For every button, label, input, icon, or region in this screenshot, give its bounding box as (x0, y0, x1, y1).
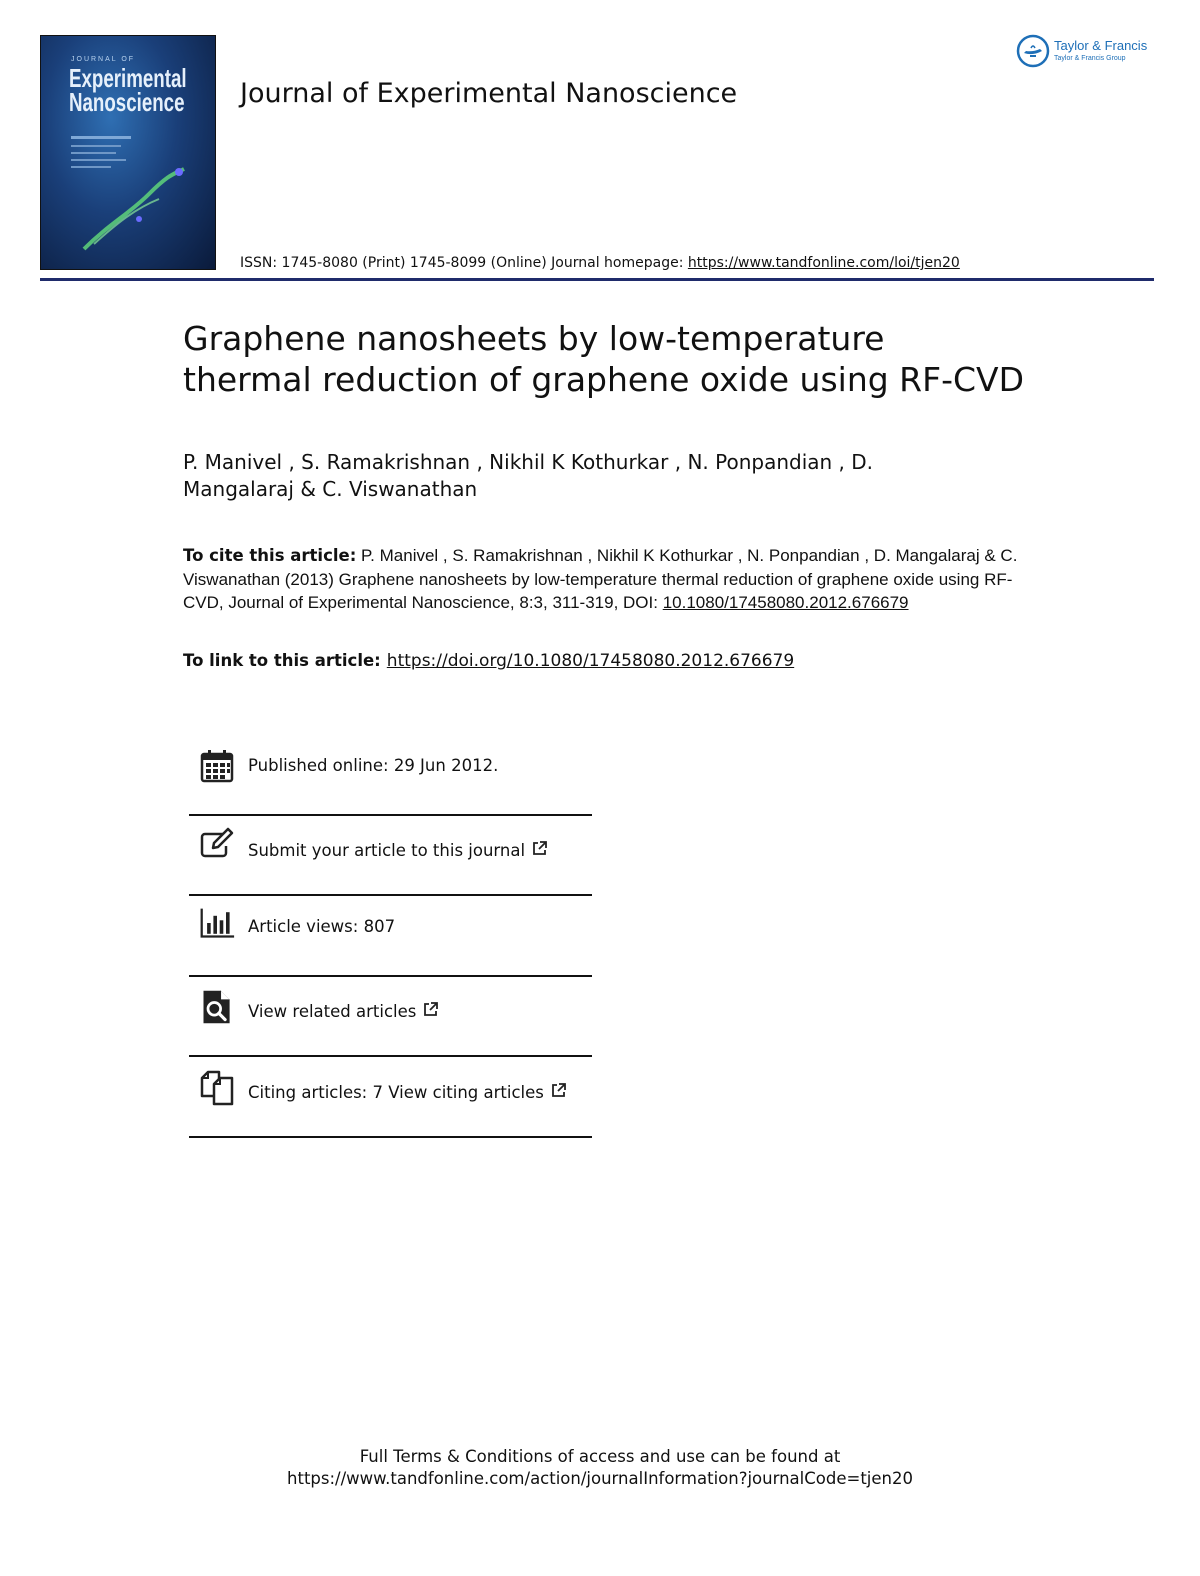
citing-articles-item[interactable] (189, 1058, 592, 1138)
calendar-icon (199, 748, 235, 784)
authors-line2: Mangalaraj & C. Viswanathan (183, 477, 478, 501)
article-views-item (189, 897, 592, 977)
view-related-articles-link[interactable] (248, 1001, 439, 1021)
journal-homepage-link[interactable]: https://www.tandfonline.com/loi/tjen20 (687, 255, 960, 271)
article-title (183, 318, 1083, 400)
authors-line1: P. Manivel , S. Ramakrishnan , Nikhil K Kothurkar , N. Ponpandian , D. (183, 450, 874, 474)
item-divider (189, 1055, 592, 1057)
cover-top-text: JOURNAL OF (71, 56, 136, 63)
article-doi-url-link[interactable]: https://doi.org/10.1080/17458080.2012.676679 (386, 651, 795, 671)
article-link-line (183, 651, 794, 671)
article-link-label: To link to this article: (183, 651, 381, 670)
external-link-icon (550, 1082, 567, 1099)
terms-footer (0, 1446, 1200, 1490)
external-link-icon (531, 840, 548, 857)
taylor-francis-lamp-icon (1016, 34, 1050, 68)
bar-chart-icon (199, 905, 235, 941)
cover-title-line1: Experimental (69, 63, 187, 93)
cover-strand-graphic (79, 164, 189, 254)
footer-line1: Full Terms & Conditions of access and use can be found at (359, 1447, 841, 1466)
citation-block (183, 544, 1023, 615)
journal-cover-image (40, 35, 216, 270)
copy-documents-icon (199, 1070, 235, 1106)
view-citing-articles-link[interactable] (248, 1082, 567, 1102)
citation-doi-link[interactable]: 10.1080/17458080.2012.676679 (662, 593, 909, 612)
article-authors (183, 449, 1003, 503)
cover-title (69, 63, 187, 117)
article-views-text: Article views: 807 (248, 917, 396, 936)
citing-articles-label: Citing articles: 7 View citing articles (248, 1083, 544, 1102)
submit-article-item[interactable] (189, 816, 592, 896)
publisher-logo (1016, 34, 1161, 72)
published-online-item (189, 736, 592, 816)
publisher-group-name: Taylor & Francis Group (1054, 55, 1126, 62)
related-articles-item[interactable] (189, 977, 592, 1057)
view-related-articles-label: View related articles (248, 1002, 417, 1021)
citation-label: To cite this article: (183, 546, 357, 565)
article-title-line1: Graphene nanosheets by low-temperature (183, 319, 885, 358)
citation-text: P. Manivel , S. Ramakrishnan , Nikhil K Kothurkar , N. Ponpandian , D. Mangalaraj & C. Viswanathan (2013) Graphene nanosheets by low-temperature thermal reduction of graphene oxide using RF-CVD, Journal of Experimental Nanoscience, 8:3, 311-319, DOI: (183, 546, 1018, 612)
journal-name: Journal of Experimental Nanoscience (240, 78, 738, 109)
article-title-line2: thermal reduction of graphene oxide using RF-CVD (183, 360, 1025, 399)
cover-title-line2: Nanoscience (69, 87, 185, 117)
published-online-text: Published online: 29 Jun 2012. (248, 756, 499, 775)
item-divider (189, 894, 592, 896)
edit-icon (199, 826, 235, 862)
item-divider (189, 1136, 592, 1138)
header-divider (40, 278, 1154, 281)
issn-text: ISSN: 1745-8080 (Print) 1745-8099 (Online) Journal homepage: (240, 255, 688, 271)
submit-article-label: Submit your article to this journal (248, 841, 526, 860)
search-document-icon (199, 989, 235, 1025)
issn-line (240, 255, 960, 271)
external-link-icon (422, 1001, 439, 1018)
submit-article-link[interactable] (248, 840, 548, 860)
footer-terms-url: https://www.tandfonline.com/action/journalInformation?journalCode=tjen20 (287, 1469, 913, 1488)
publisher-brand-name: Taylor & Francis (1054, 38, 1148, 53)
